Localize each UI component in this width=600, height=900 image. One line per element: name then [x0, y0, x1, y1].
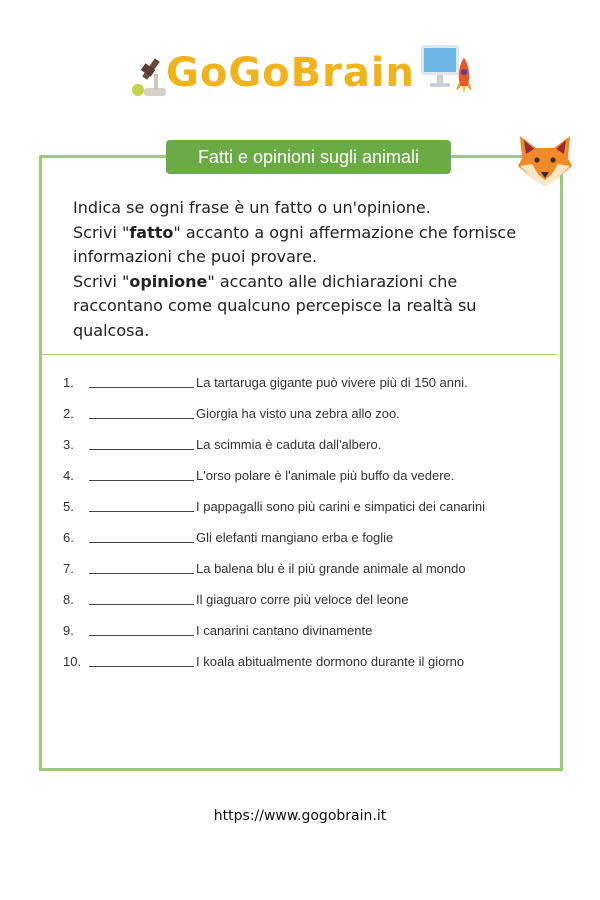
- item-number: 8.: [63, 592, 74, 607]
- item-statement: La scimmia è caduta dall'albero.: [196, 437, 382, 452]
- exercise-item: [63, 651, 543, 682]
- instruction-text: Scrivi ": [73, 222, 130, 242]
- exercise-item: [63, 589, 543, 620]
- gogobrain-logo: [130, 44, 480, 104]
- worksheet-title: Fatti e opinioni sugli animali: [166, 140, 451, 174]
- exercise-item: [63, 496, 543, 527]
- answer-blank[interactable]: [89, 372, 194, 388]
- item-number: 6.: [63, 530, 74, 545]
- item-statement: I koala abitualmente dormono durante il giorno: [196, 654, 465, 669]
- exercise-item: [63, 465, 543, 496]
- item-number: 10.: [63, 654, 82, 669]
- exercise-list: [63, 372, 543, 682]
- item-number: 2.: [63, 406, 74, 421]
- answer-blank[interactable]: [89, 558, 194, 574]
- item-statement: La balena blu è il più grande animale al mondo: [196, 561, 466, 576]
- computer-monitor-icon: [420, 44, 460, 90]
- fox-icon: [516, 134, 574, 188]
- rocket-icon: [456, 58, 472, 94]
- item-number: 7.: [63, 561, 74, 576]
- answer-blank[interactable]: [89, 651, 194, 667]
- item-number: 1.: [63, 375, 74, 390]
- item-statement: Giorgia ha visto una zebra allo zoo.: [196, 406, 400, 421]
- answer-blank[interactable]: [89, 434, 194, 450]
- answer-blank[interactable]: [89, 620, 194, 636]
- answer-blank[interactable]: [89, 527, 194, 543]
- instruction-line-1: Indica se ogni frase è un fatto o un'opinione.: [73, 198, 431, 217]
- answer-blank[interactable]: [89, 496, 194, 512]
- exercise-item: [63, 558, 543, 589]
- item-statement: L'orso polare è l'animale più buffo da vedere.: [196, 468, 455, 483]
- item-number: 3.: [63, 437, 74, 452]
- exercise-item: [63, 372, 543, 403]
- item-statement: Gli elefanti mangiano erba e foglie: [196, 530, 394, 545]
- item-statement: I canarini cantano divinamente: [196, 623, 373, 638]
- answer-blank[interactable]: [89, 589, 194, 605]
- instruction-text: " accanto alle dichiarazioni che raccontano come qualcuno percepisce la realtà su qualcosa.: [73, 271, 477, 340]
- item-number: 5.: [63, 499, 74, 514]
- item-statement: I pappagalli sono più carini e simpatici dei canarini: [196, 499, 486, 514]
- exercise-item: [63, 620, 543, 651]
- keyword-opinione: opinione: [129, 271, 208, 291]
- logo-text: GoGoBrain: [166, 50, 416, 96]
- instruction-text: " accanto a ogni affermazione che fornisce informazioni che puoi provare.: [73, 222, 517, 266]
- item-statement: La tartaruga gigante può vivere più di 150 anni.: [196, 375, 468, 390]
- exercise-item: [63, 403, 543, 434]
- exercise-item: [63, 527, 543, 558]
- answer-blank[interactable]: [89, 465, 194, 481]
- item-number: 9.: [63, 623, 74, 638]
- keyword-fatto: fatto: [129, 222, 174, 242]
- exercise-item: [63, 434, 543, 465]
- section-divider: [42, 354, 557, 355]
- microscope-icon: [130, 52, 170, 100]
- instructions: [73, 196, 533, 343]
- answer-blank[interactable]: [89, 403, 194, 419]
- instruction-line-2: [73, 221, 533, 270]
- instruction-text: Scrivi ": [73, 271, 130, 291]
- instruction-line-3: [73, 270, 533, 344]
- item-number: 4.: [63, 468, 74, 483]
- item-statement: Il giaguaro corre più veloce del leone: [196, 592, 409, 607]
- footer-url-link[interactable]: https://www.gogobrain.it: [213, 808, 387, 824]
